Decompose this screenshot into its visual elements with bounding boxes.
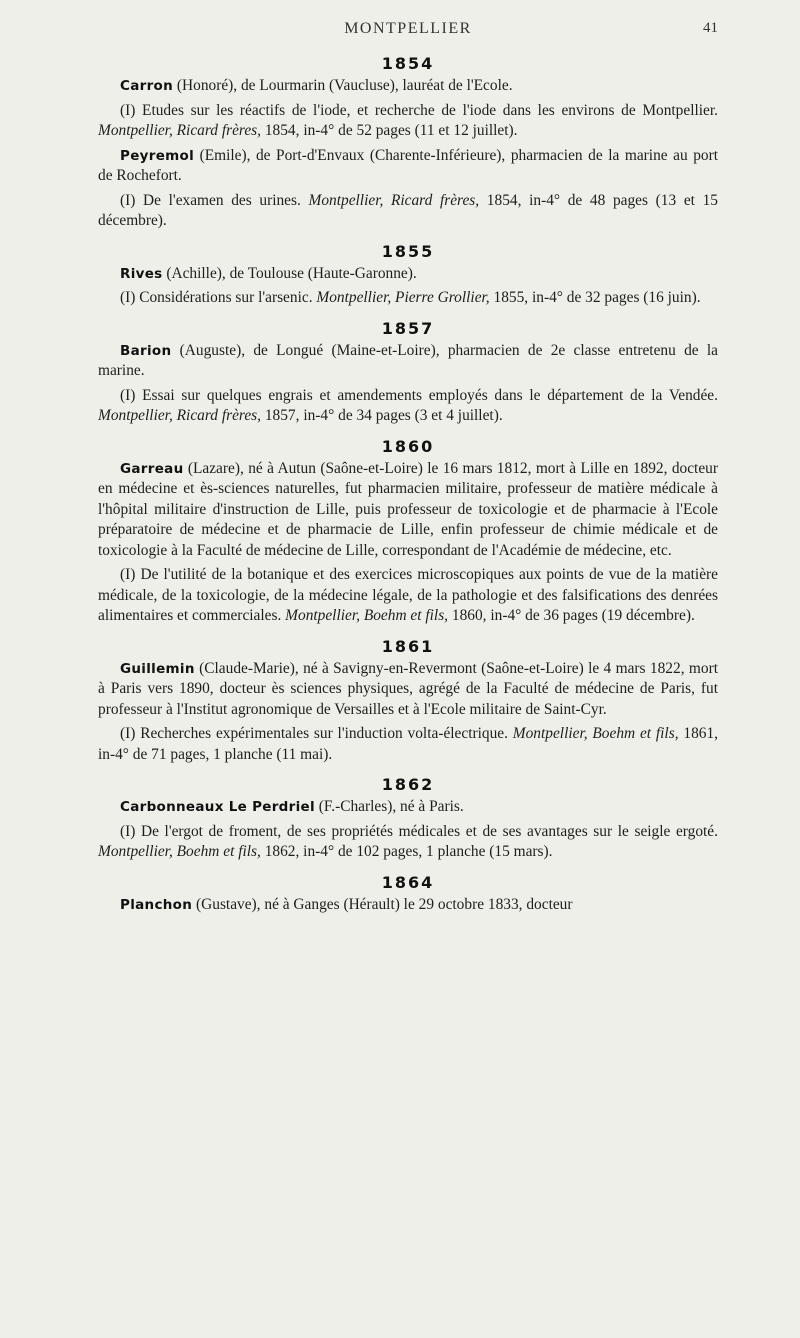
author-bio: (F.-Charles), né à Paris. bbox=[314, 798, 464, 815]
work-imprint: Montpellier, Boehm et fils, bbox=[98, 843, 261, 860]
work-title: (I) De l'examen des urines. bbox=[120, 191, 309, 209]
author-name: Carron bbox=[120, 78, 174, 94]
author-name: Carbonneaux Le Perdriel bbox=[120, 799, 315, 815]
entry bbox=[98, 341, 718, 427]
entry-work bbox=[98, 191, 718, 232]
work-imprint: Montpellier, Pierre Grollier, bbox=[316, 289, 490, 306]
work-details: 1860, in-4° de 36 pages (19 décembre). bbox=[448, 607, 695, 624]
work-title: (I) Recherches expérimentales sur l'induction volta-électrique. bbox=[120, 725, 513, 742]
author-name: Barion bbox=[120, 342, 172, 359]
entry-biography bbox=[98, 659, 718, 721]
work-imprint: Montpellier, Ricard frères, bbox=[98, 122, 261, 139]
year-heading: 1854 bbox=[381, 54, 435, 73]
author-bio: (Lazare), né à Autun (Saône-et-Loire) le 16 mars 1812, mort à Lille en 1892, docteur en médecine et ès-sciences naturelles, fut pharmacien militaire, professeur de matière médicale à l'hôpital militaire d'instruction de Lille, puis professeur de toxicologie et de pharmacie à l'Ecole préparatoire de médecine et de pharmacie de Lille, enfin professeur de chimie médicale et de toxicologie à la Faculté de médecine de Lille, correspondant de l'Académie de médecine, etc. bbox=[98, 459, 718, 559]
author-bio: (Achille), de Toulouse (Haute-Garonne). bbox=[162, 264, 417, 282]
entry-biography bbox=[98, 459, 718, 562]
entry-work bbox=[98, 288, 718, 309]
entry bbox=[98, 895, 718, 916]
work-title: (I) Considérations sur l'arsenic. bbox=[120, 289, 317, 306]
work-details: 1861, in-4° de 71 pages, 1 planche (11 mai). bbox=[98, 725, 719, 763]
entry bbox=[98, 797, 718, 863]
running-head bbox=[98, 0, 718, 44]
author-name: Guillemin bbox=[120, 660, 195, 677]
year-heading: 1864 bbox=[381, 872, 435, 892]
entry bbox=[98, 459, 718, 627]
entry-work bbox=[98, 822, 718, 863]
author-bio: (Claude-Marie), né à Savigny-en-Revermont (Saône-et-Loire) le 4 mars 1822, mort à Paris vers 1890, docteur ès sciences physiques, agrégé de la Faculté de médecine de Paris, fut professeur à l'Institut agronomique de Versailles et à l'Ecole militaire de Saint-Cyr. bbox=[98, 659, 718, 718]
entry-biography bbox=[98, 895, 718, 916]
author-name: Garreau bbox=[120, 460, 184, 477]
work-details: 1855, in-4° de 32 pages (16 juin). bbox=[489, 289, 701, 306]
content bbox=[98, 54, 718, 915]
year-heading: 1861 bbox=[381, 636, 435, 656]
author-name: Planchon bbox=[120, 896, 193, 913]
work-imprint: Montpellier, Ricard frères, bbox=[308, 191, 480, 209]
page bbox=[98, 0, 718, 919]
author-bio: (Gustave), né à Ganges (Hérault) le 29 octobre 1833, docteur bbox=[192, 895, 573, 913]
work-imprint: Montpellier, Boehm et fils, bbox=[512, 725, 679, 742]
author-name: Peyremol bbox=[120, 147, 195, 164]
year-heading: 1855 bbox=[381, 241, 435, 261]
work-details: 1857, in-4° de 34 pages (3 et 4 juillet). bbox=[261, 407, 503, 424]
author-bio: (Emile), de Port-d'Envaux (Charente-Inférieure), pharmacien de la marine au port de Rochefort. bbox=[98, 146, 718, 184]
entry-work bbox=[98, 386, 718, 427]
entry bbox=[98, 146, 718, 232]
entry bbox=[98, 264, 718, 309]
author-bio: (Honoré), de Lourmarin (Vaucluse), lauréat de l'Ecole. bbox=[173, 77, 513, 94]
running-title: MONTPELLIER bbox=[344, 20, 472, 37]
entry-biography bbox=[98, 341, 718, 382]
entry-work bbox=[98, 724, 718, 765]
entry bbox=[98, 76, 718, 142]
work-details: 1862, in-4° de 102 pages, 1 planche (15 mars). bbox=[260, 843, 553, 860]
entry-work bbox=[98, 101, 718, 142]
work-title: (I) Etudes sur les réactifs de l'iode, et recherche de l'iode dans les environs de Montpellier. bbox=[120, 101, 718, 119]
entry-work bbox=[98, 565, 718, 627]
entry-biography bbox=[98, 797, 718, 818]
entry-biography bbox=[98, 146, 718, 187]
work-imprint: Montpellier, Ricard frères, bbox=[98, 407, 261, 424]
work-title: (I) De l'ergot de froment, de ses propriétés médicales et de ses avantages sur le seigle ergoté. bbox=[120, 822, 718, 840]
entry-biography bbox=[98, 264, 718, 285]
year-heading: 1862 bbox=[381, 775, 435, 794]
work-imprint: Montpellier, Boehm et fils, bbox=[285, 607, 449, 624]
year-heading: 1857 bbox=[381, 318, 435, 338]
work-title: (I) De l'utilité de la botanique et des exercices microscopiques aux points de vue de la matière médicale, de la toxicologie, de la médecine légale, de la pathologie et des falsifications des denrées alimentaires et commerciales. bbox=[98, 566, 718, 624]
entry bbox=[98, 659, 718, 766]
author-bio: (Auguste), de Longué (Maine-et-Loire), pharmacien de 2e classe entretenu de la marine. bbox=[98, 341, 718, 379]
page-number: 41 bbox=[703, 20, 718, 36]
work-title: (I) Essai sur quelques engrais et amendements employés dans le département de la Vendée. bbox=[120, 386, 718, 404]
work-details: 1854, in-4° de 52 pages (11 et 12 juillet). bbox=[261, 122, 518, 139]
year-heading: 1860 bbox=[381, 436, 435, 456]
work-details: 1854, in-4° de 48 pages (13 et 15 décembre). bbox=[98, 191, 718, 229]
author-name: Rives bbox=[120, 265, 163, 282]
entry-biography bbox=[98, 76, 718, 97]
